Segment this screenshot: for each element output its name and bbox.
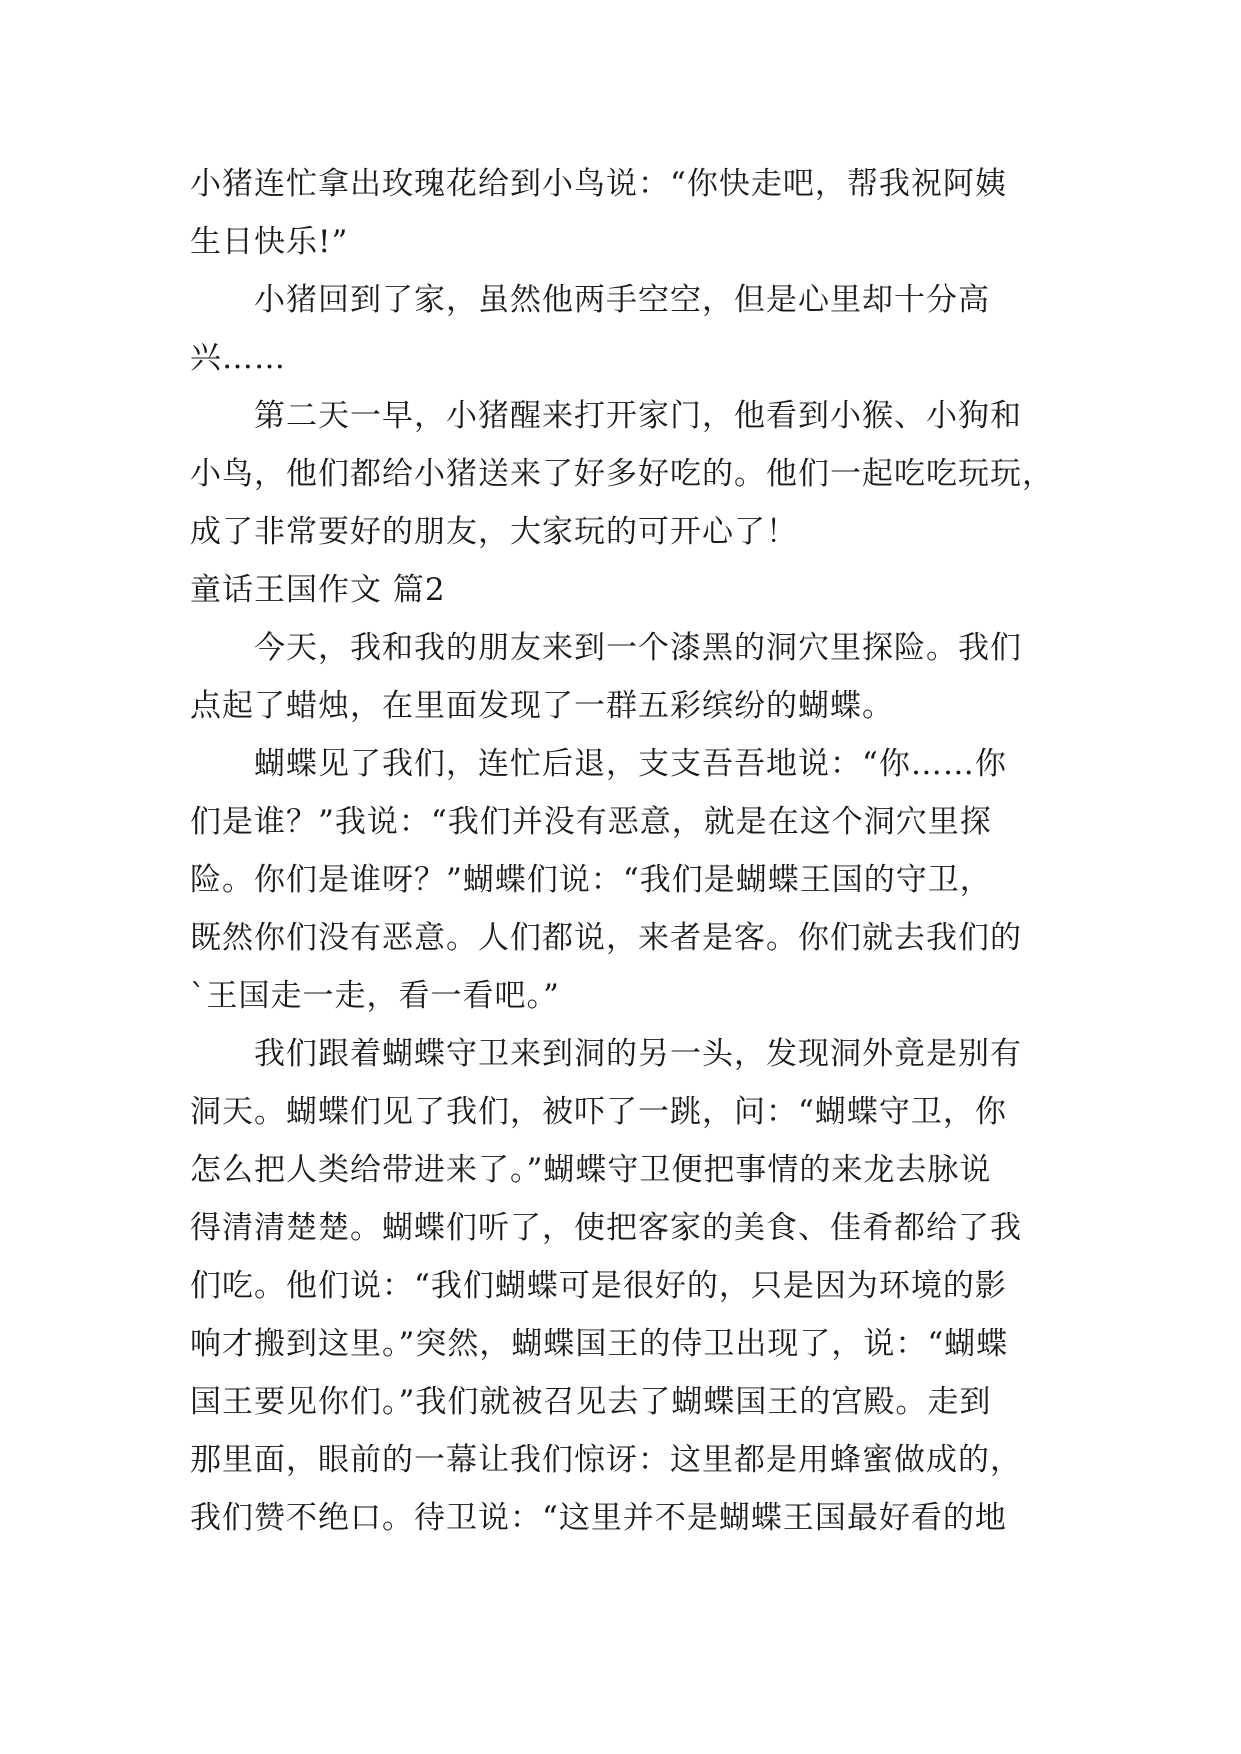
text-line: 今天，我和我的朋友来到一个漆黑的洞穴里探险。我们: [190, 630, 1022, 666]
section-heading: 童话王国作文 篇2: [190, 572, 446, 608]
text-line: 得清清楚楚。蝴蝶们听了，使把客家的美食、佳肴都给了我: [190, 1210, 1022, 1246]
text-line: 成了非常要好的朋友，大家玩的可开心了！: [190, 514, 798, 550]
text-line: 响才搬到这里。”突然，蝴蝶国王的侍卫出现了，说：“蝴蝶: [190, 1326, 1009, 1362]
text-line: 怎么把人类给带进来了。”蝴蝶守卫便把事情的来龙去脉说: [190, 1152, 992, 1188]
text-line: 点起了蜡烛，在里面发现了一群五彩缤纷的蝴蝶。: [190, 688, 894, 724]
text-line: 那里面，眼前的一幕让我们惊讶：这里都是用蜂蜜做成的，: [190, 1442, 1022, 1478]
text-line: 国王要见你们。”我们就被召见去了蝴蝶国王的宫殿。走到: [190, 1384, 992, 1420]
text-line: 小鸟，他们都给小猪送来了好多好吃的。他们一起吃吃玩玩，: [190, 456, 1054, 492]
text-line: 们是谁？”我说：“我们并没有恶意，就是在这个洞穴里探: [190, 804, 992, 840]
text-line: 生日快乐!”: [190, 224, 349, 260]
text-line: 第二天一早，小猪醒来打开家门，他看到小猴、小狗和: [190, 398, 1022, 434]
document-body: [190, 155, 1052, 1547]
text-line: 既然你们没有恶意。人们都说，来者是客。你们就去我们的: [190, 920, 1022, 956]
text-line: 小猪连忙拿出玫瑰花给到小鸟说：“你快走吧，帮我祝阿姨: [190, 166, 1007, 202]
text-line: 我们赞不绝口。待卫说：“这里并不是蝴蝶王国最好看的地: [190, 1500, 1007, 1536]
text-line: 洞天。蝴蝶们见了我们，被吓了一跳，问：“蝴蝶守卫，你: [190, 1094, 1007, 1130]
text-line: 蝴蝶见了我们，连忙后退，支支吾吾地说：“你……你: [190, 746, 1007, 782]
text-line: 我们跟着蝴蝶守卫来到洞的另一头，发现洞外竟是别有: [190, 1036, 1022, 1072]
text-line: 险。你们是谁呀？”蝴蝶们说：“我们是蝴蝶王国的守卫，: [190, 862, 992, 898]
text-line: 小猪回到了家，虽然他两手空空，但是心里却十分高: [190, 282, 990, 318]
text-line: `王国走一走，看一看吧。”: [190, 978, 560, 1014]
text-line: 兴……: [190, 340, 286, 376]
text-line: 们吃。他们说：“我们蝴蝶可是很好的，只是因为环境的影: [190, 1268, 1007, 1304]
